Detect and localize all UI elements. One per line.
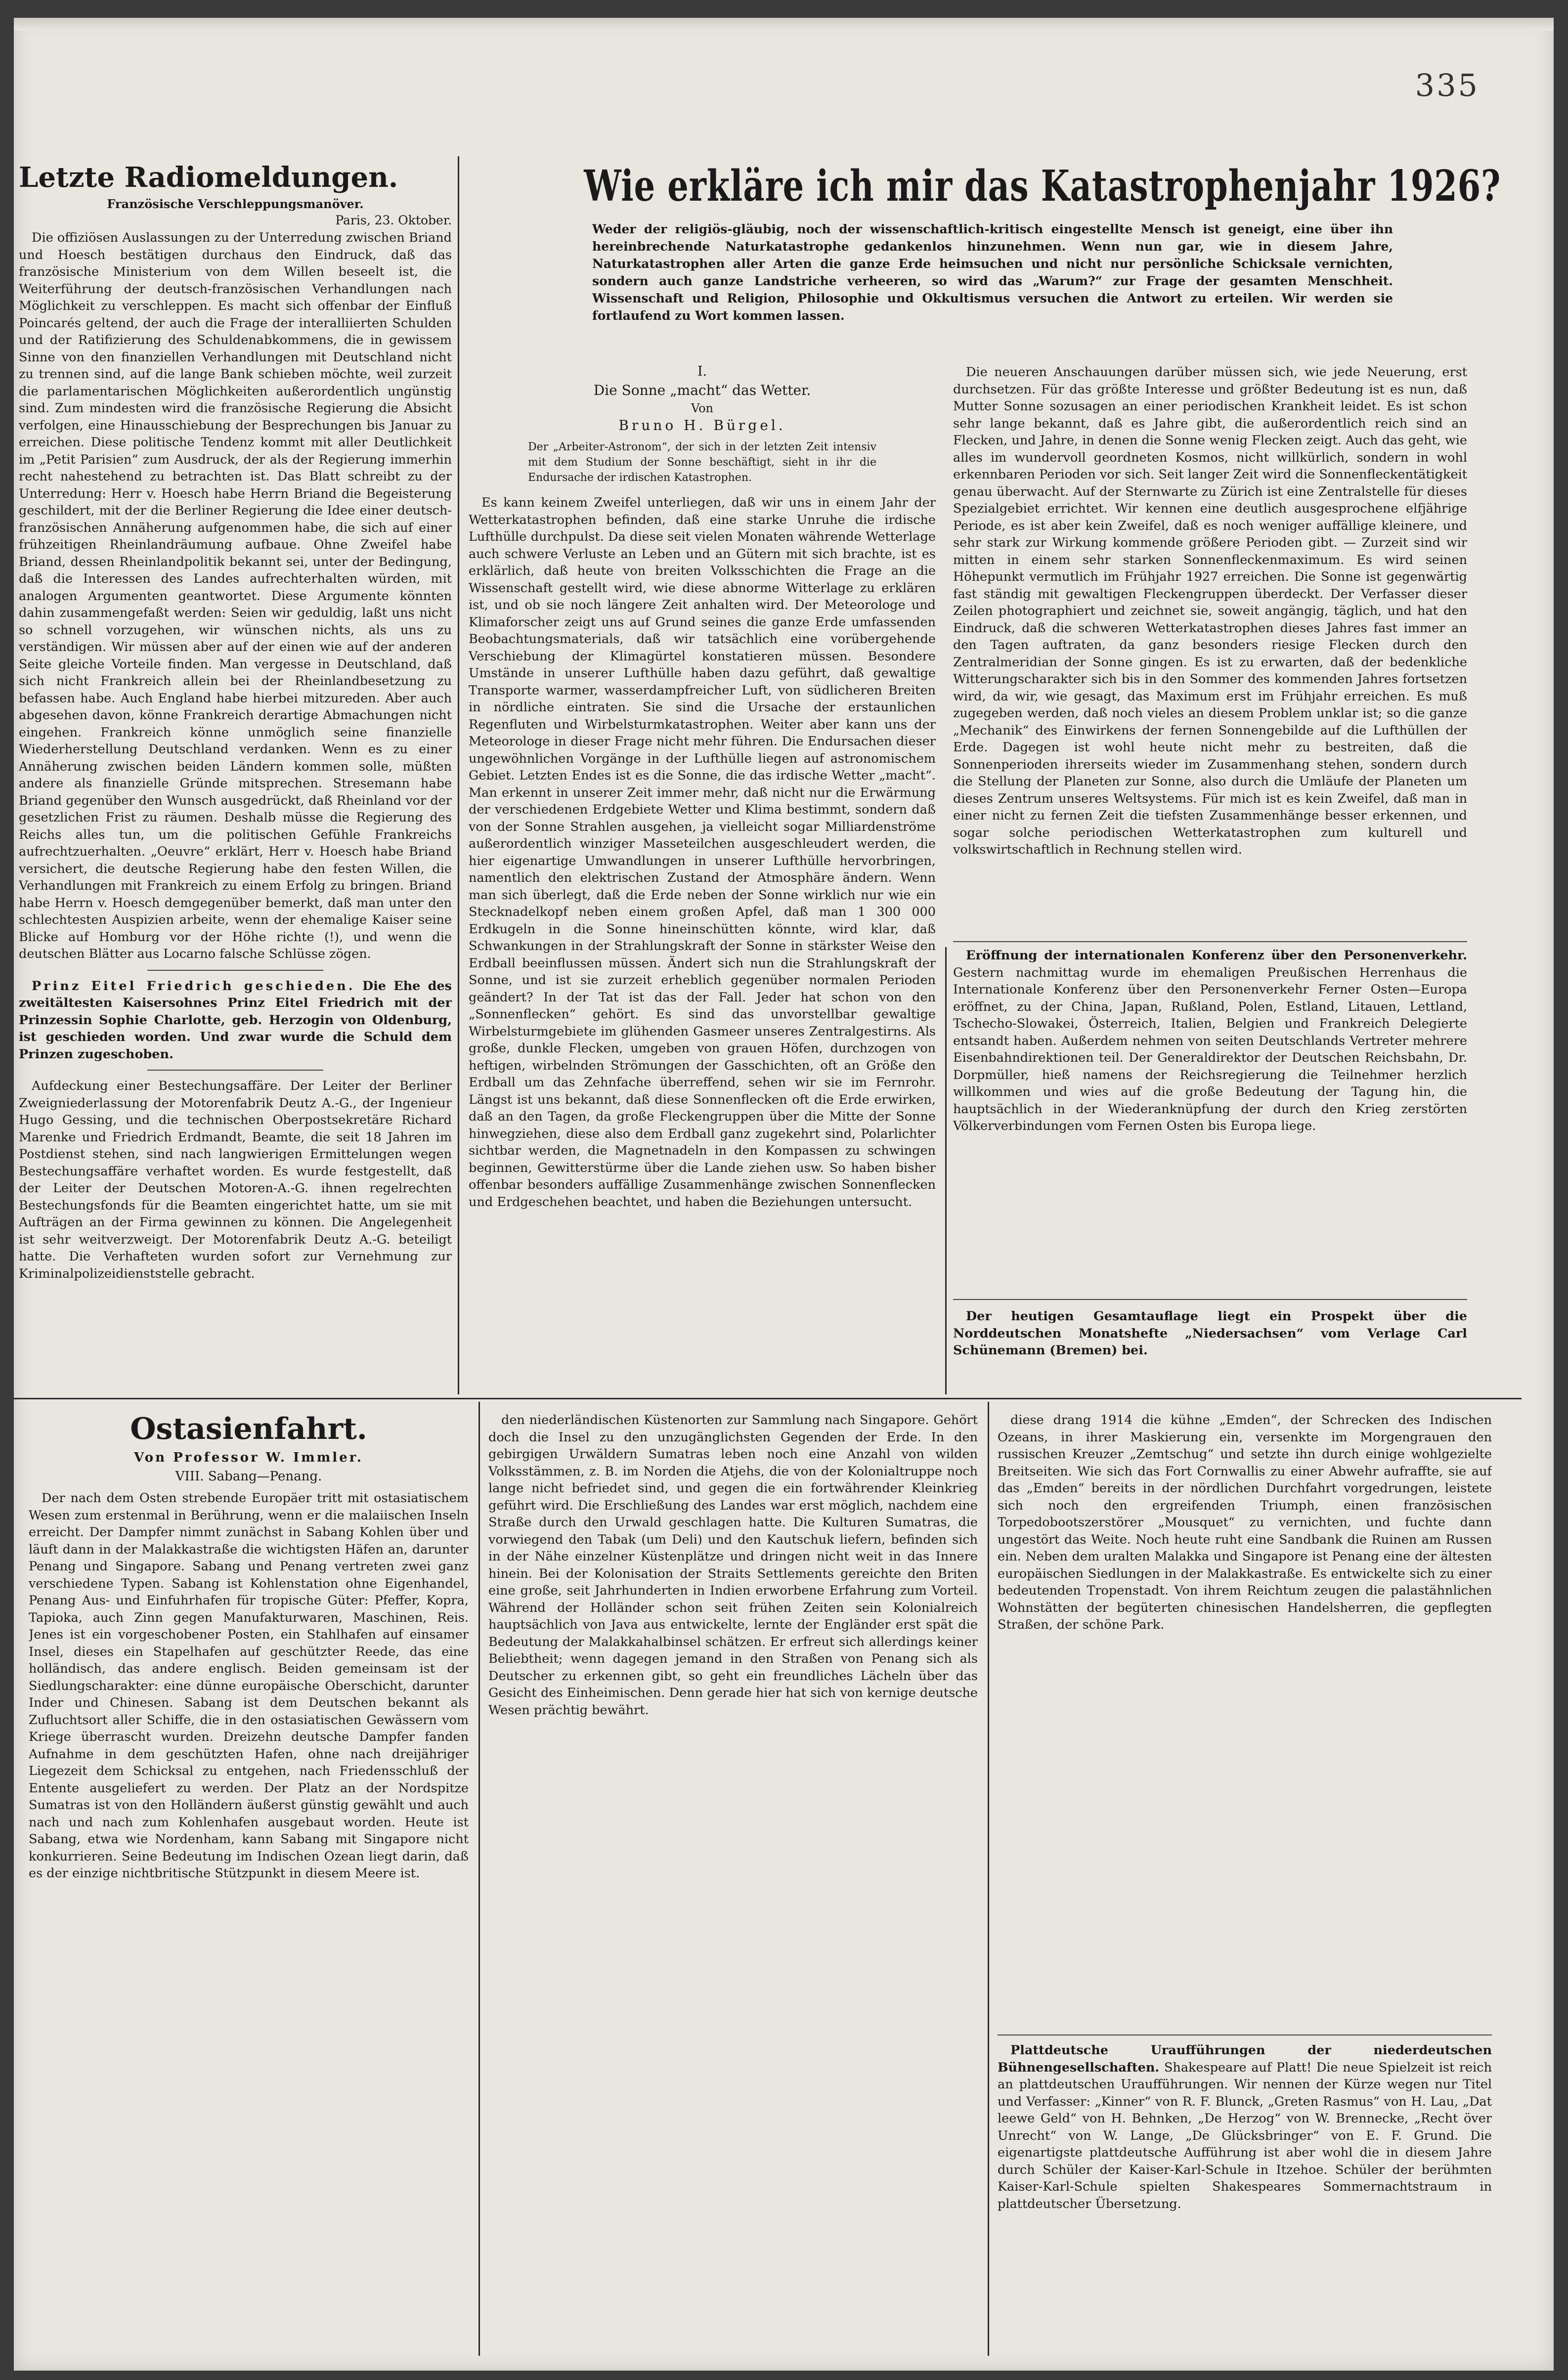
radio-article	[19, 229, 452, 963]
by-line: Von	[691, 401, 714, 415]
article-divider	[953, 1299, 1467, 1300]
radio-subhead: Französische Verschleppungsmanöver.	[107, 197, 364, 211]
author-note: Der „Arbeiter-Astronom“, der sich in der letzten Zeit intensiv mit dem Studium der Sonne beschäftigt, sieht in ihr die Endursache der irdischen Katastrophen.	[528, 441, 876, 484]
section-rule	[14, 1398, 1522, 1399]
east-headline: Ostasienfahrt.	[130, 1412, 367, 1446]
radio-item-3	[19, 1078, 452, 1282]
column-rule	[479, 1402, 480, 2356]
main-column-2	[953, 364, 1467, 937]
conference-notice-title: Eröffnung der internationalen Konferenz über den Personenverkehr.	[966, 948, 1467, 963]
column-rule	[945, 947, 947, 1394]
article-divider	[953, 941, 1467, 942]
article-divider	[147, 1070, 323, 1071]
conference-notice	[953, 947, 1467, 1263]
radio-item-2-text: Die Ehe des zweitältesten Kaisersohnes Prinz Eitel Friedrich mit der Prinzessin Sophie Charlotte, geb. Herzogin von Oldenburg, ist geschieden worden. Und zwar wurde die Schuld dem Prinzen zugeschoben.	[19, 978, 452, 1062]
main-intro-text: Weder der religiös-gläubig, noch der wissenschaftlich-kritisch eingestellte Mensch ist geneigt, eine über ihn hereinbrechende Naturkatastrophe gedankenlos hinzunehmen. Wenn nun gar, wie in diesem Jahre, Naturkatastrophen aller Arten die ganze Erde heimsuchen und nicht nur persönliche Schicksale vernichten, sondern auch ganze Landstriche verheeren, so wird das „Warum?“ zur Frage der gesamten Menschheit. Wissenschaft und Religion, Philosophie und Okkultismus versuchen die Antwort zu erteilen. Wir werden sie fortlaufend zu Wort kommen lassen.	[592, 222, 1393, 323]
plattdeutsch-notice-text: Shakespeare auf Platt! Die neue Spielzeit ist reich an plattdeutschen Uraufführungen. Wir nennen der Kürze wegen nur Titel und Verfasser: „Kinner“ von R. F. Blunck, „Greten Rasmus“ von H. Lau, „Dat leewe Geld“ von H. Behnken, „De Herzog“ von W. Brennecke, „Recht över Unrecht“ von W. Lange, „De Glücksbringer“ von E. F. Grund. Die eigenartigste plattdeutsche Aufführung ist aber wohl die in diesem Jahre durch Schüler der Kaiser-Karl-Schule in Itzehoe. Schüler der berühmten Kaiser-Karl-Schule spielten Shakespeares Sommernachtstraum in plattdeutscher Übersetzung.	[998, 2060, 1492, 2211]
supplement-notice-text: Der heutigen Gesamtauflage liegt ein Prospekt über die Norddeutschen Monatshefte „Niedersachsen“ vom Verlage Carl Schünemann (Bremen) bei.	[953, 1309, 1467, 1358]
article-subtitle: Die Sonne „macht“ das Wetter.	[593, 382, 811, 398]
part-number: I.	[697, 364, 707, 379]
main-article-part-1	[469, 494, 936, 1211]
radio-headline: Letzte Radiomeldungen.	[19, 161, 398, 194]
article-divider	[147, 970, 323, 971]
east-author: Von Professor W. Immler.	[134, 1450, 363, 1465]
main-article-part-2	[953, 364, 1467, 859]
radio-item-3-text: Aufdeckung einer Bestechungsaffäre. Der Leiter der Berliner Zweigniederlassung der Motorenfabrik Deutz A.-G., der Ingenieur Hugo Gessing, und die technischen Oberpostsekretäre Richard Marenke und Friedrich Erdmandt, Beamte, die seit 18 Jahren im Postdienst stehen, sind nach langwierigen Ermittelungen wegen Bestechungsaffäre verhaftet worden. Es wurde festgestellt, daß der Leiter der Deutschen Motoren-A.-G. ihnen regelrechten Bestechungsfonds für die Beamten eingerichtet hatte, um sie mit Aufträgen an der Firma gewinnen zu können. Die Angelegenheit ist sehr weitverzweigt. Der Motorenfabrik Deutz A.-G. beteiligt hatte. Die Verhafteten wurden sofort zur Vernehmung zur Kriminalpolizeidienststelle gebracht.	[19, 1079, 452, 1281]
supplement-notice	[953, 1308, 1467, 1372]
east-article-text-3: diese drang 1914 die kühne „Emden“, der Schrecken des Indischen Ozeans, in ihrer Maskierung ein, versenkte im Morgengrauen den russischen Kreuzer „Zemtschug“ und setzte ihn durch einige wohlgezielte Breitseiten. Wie sich das Fort Cornwallis zu einer Abwehr aufraffte, sie auf das „Emden“ bereits in der nördlichen Durchfahrt vorgedrungen, leistete sich noch den ergreifenden Triumph, einen französischen Torpedobootszerstörer „Mousquet“ zu vernichten, und fuchte dann ungestört das Weite. Noch heute ruht eine Sandbank die Ruinen am Russen ein. Neben dem uralten Malakka und Singapore ist Penang eine der ältesten europäischen Siedlungen in der Malakkastraße. Es entwickelte sich zu einer bedeutenden Tropenstadt. Von ihrem Reichtum zeugen die palastähnlichen Wohnstätten der begüterten chinesischen Handelsherren, die gepflegten Straßen, der schöne Park.	[998, 1413, 1492, 1632]
conference-notice-text: Gestern nachmittag wurde im ehemaligen Preußischen Herrenhaus die Internationale Konferenz über den Personenverkehr Ferner Osten—Europa eröffnet, zu der China, Japan, Rußland, Polen, Estland, Litauen, Lettland, Tschecho-Slowakei, Österreich, Italien, Belgien und Frankreich Delegierte entsandt haben. Außerdem nehmen von seiten Deutschlands Vertreter mehrere Eisenbahndirektionen teil. Der Generaldirektor der Deutschen Reichsbahn, Dr. Dorpmüller, hieß namens der Reichsregierung die Teilnehmer herzlich willkommen und wies auf die große Bedeutung der Tagung hin, die hauptsächlich in der Wiederanknüpfung der durch den Krieg zerstörten Völkerverbindungen vom Fernen Osten bis Europa liege.	[953, 965, 1467, 1133]
radio-item-2	[19, 978, 452, 1063]
radio-dateline: Paris, 23. Oktober.	[335, 213, 452, 227]
radio-item-2-title: Prinz Eitel Friedrich geschieden.	[32, 978, 355, 994]
main-article-text-2: Die neueren Anschauungen darüber müssen sich, wie jede Neuerung, erst durchsetzen. Für das größte Interesse und größter Bedeutung ist es nun, daß Mutter Sonne sozusagen an einer periodischen Krankheit leidet. Es ist schon sehr lange bekannt, daß es Jahre gibt, die außerordentlich reich sind an Flecken, und Jahre, in denen die Sonne wenig Flecken zeigt. Auch das geht, wie alles im wundervoll geordneten Kosmos, nicht willkürlich, sondern in wohl erkennbaren Perioden vor sich. Seit langer Zeit wird die Sonnenfleckentätigkeit genau überwacht. Auf der Sternwarte zu Zürich ist eine Zentralstelle für dieses Spezialgebiet errichtet. Wir kennen eine deutlich ausgesprochene elfjährige Periode, es ist aber kein Zweifel, daß es noch weniger auffällige kleinere, und sehr stark zur Wirkung kommende größere Perioden gibt. — Zurzeit sind wir mitten in einem sehr starken Sonnenfleckenmaximum. Es wird seinen Höhepunkt vermutlich im Frühjahr 1927 erreichen. Die Sonne ist gegenwärtig fast ständig mit gewaltigen Fleckengruppen überdeckt. Der Verfasser dieser Zeilen photographiert und zeichnet sie, soweit angängig, täglich, und hat den Eindruck, daß die schweren Wetterkatastrophen dieses Jahres fast immer an den Tagen auftraten, da ganz besonders riesige Flecken durch den Zentralmeridian der Sonne gingen. Es ist zu erwarten, daß der bedenkliche Witterungscharakter sich bis in den Sommer des kommenden Jahres fortsetzen wird, da wir, wie gesagt, das Maximum erst im Frühjahr erreichen. Es muß zugegeben werden, daß noch vieles an diesem Problem unklar ist; so die ganze „Mechanik“ des Einwirkens der fernen Sonnengebilde auf die Lufthüllen der Erde. Dagegen ist wohl heute nicht mehr zu bestreiten, daß die Sonnenperioden ihrerseits wieder im Zusammenhang stehen, sondern durch die Stellung der Planeten zur Sonne, also durch die Umläufe der Planeten um dieses Zentrum unseres Weltsystems. Für mich ist es kein Zweifel, daß man in einer nicht zu fernen Zeit die tiefsten Zusammenhänge besser erkennen, und sogar solche periodischen Wetterkatastrophen zum kulturell und volkswirtschaftlich in Rechnung stellen wird.	[953, 365, 1467, 857]
radio-article-text: Die offiziösen Auslassungen zu der Unterredung zwischen Briand und Hoesch bestätigen durchaus den Eindruck, daß das französische Ministerium von dem Willen beseelt ist, die Weiterführung der deutsch-französischen Verhandlungen nach Möglichkeit zu verschleppen. Es macht sich offenbar der Einfluß Poincarés geltend, der auch die Frage der interalliierten Schulden und der Ratifizierung des Schuldenabkommens, die in gewissem Sinne von den finanziellen Verhandlungen mit Deutschland nicht zu trennen sind, auf die lange Bank schieben möchte, weil zurzeit die parlamentarischen Möglichkeiten außerordentlich ungünstig sind. Zum mindesten wird die französische Regierung die Absicht verfolgen, eine Hinausschiebung der Besprechungen bis Januar zu erreichen. Diese politische Tendenz kommt mit aller Deutlichkeit im „Petit Parisien“ zum Ausdruck, der als der Regierung immerhin recht nahestehend zu betrachten ist. Das Blatt schreibt zu der Unterredung: Herr v. Hoesch habe Herrn Briand die Begeisterung geschildert, mit der die Berliner Regierung die Idee einer deutsch-französischen Annäherung aufgenommen habe, die sich auf einer frühzeitigen Rheinlandräumung aufbaue. Ohne Zweifel habe Briand, dessen Rheinlandpolitik bekannt sei, unter der Bedingung, daß die Interessen des Landes aufrechterhalten würden, mit analogen Argumenten geantwortet. Diese Argumente könnten dahin zusammengefaßt werden: Seien wir geduldig, laßt uns nicht so schnell vorzugehen, wir wünschen nichts, als uns zu verständigen. Wir müssen aber auf der einen wie auf der anderen Seite gleiche Vorteile finden. Man vergesse in Deutschland, daß sich nicht Frankreich allein bei der Rheinlandbesetzung zu befassen habe. Auch England habe hierbei mitzureden. Aber auch abgesehen davon, könne Frankreich derartige Abmachungen nicht eingehen. Frankreich könne unmöglich seine finanzielle Wiederherstellung Deutschland verdanken. Wenn es zu einer Annäherung zwischen beiden Ländern kommen solle, müßten andere als finanzielle Gründe mitsprechen. Stresemann habe Briand gegenüber den Wunsch ausgedrückt, daß Rheinland vor der gesetzlichen Frist zu räumen. Deshalb müsse die Regierung des Reichs alles tun, um die politischen Gefühle Frankreichs aufrechtzuerhalten. „Oeuvre“ erklärt, Herr v. Hoesch habe Briand versichert, die deutsche Regierung habe den festen Willen, die Verhandlungen mit Frankreich zu einem Erfolg zu bringen. Briand habe Herrn v. Hoesch demgegenüber bemerkt, daß man unter den schlechtesten Auspizien arbeite, wenn der ehemalige Kaiser seine Blicke auf Homburg vor der Höhe richte (!), und wenn die deutschen Blätter aus Locarno falsche Schlüsse zögen.	[19, 230, 452, 961]
plattdeutsch-notice	[998, 2042, 1492, 2348]
plattdeutsch-notice-title: Plattdeutsche Uraufführungen der niederdeutschen Bühnengesellschaften.	[998, 2043, 1492, 2075]
east-article-text-1: Der nach dem Osten strebende Europäer tritt mit ostasiatischem Wesen zum erstenmal in Berührung, wenn er die malaiischen Inseln erreicht. Der Dampfer nimmt zunächst in Sabang Kohlen über und läuft dann in der Malakkastraße die wichtigsten Häfen an, darunter Penang und Singapore. Sabang und Penang vertreten zwei ganz verschiedene Typen. Sabang ist Kohlenstation ohne Eigenhandel, Penang Aus- und Einfuhrhafen für tropische Güter: Pfeffer, Kopra, Tapioka, auch Zinn gegen Manufakturwaren, Maschinen, Reis. Jenes ist ein vorgeschobener Posten, ein Stahlhafen auf einsamer Insel, dieses ein Stapelhafen auf geschützter Reede, das eine holländisch, das andere englisch. Beiden gemeinsam ist der Siedlungscharakter: eine dünne europäische Oberschicht, darunter Inder und Chinesen. Sabang ist dem Deutschen bekannt als Zufluchtsort aller Schiffe, die in den ostasiatischen Gewässern vom Kriege überrascht wurden. Dreizehn deutsche Dampfer fanden Aufnahme in dem geschützten Hafen, ohne nach dreijähriger Liegezeit dem Schicksal zu entgehen, nach Friedensschluß der Entente ausgeliefert zu werden. Der Platz an der Nordspitze Sumatras ist von den Holländern äußerst günstig gewählt und auch nach und nach zum Kohlenhafen ausgebaut worden. Heute ist Sabang, etwa wie Nordenham, kann Sabang mit Singapore nicht konkurrieren. Seine Bedeutung im Indischen Ozean liegt darin, daß es der einzige nichtbritische Stützpunkt in diesem Meere ist.	[29, 1491, 469, 1881]
page-number: 335	[1415, 67, 1480, 103]
page-top-edge	[14, 18, 1554, 31]
newspaper-page	[14, 18, 1554, 2371]
east-article-text-2: den niederländischen Küstenorten zur Sammlung nach Singapore. Gehört doch die Insel zu den unzugänglichsten Gegenden der Erde. In den gebirgigen Urwäldern Sumatras leben noch eine Anzahl von wilden Volksstämmen, z. B. im Norden die Atjehs, die von der Kolonialtruppe noch lange nicht befriedet sind, und gegen die ein fortwährender Kleinkrieg geführt wird. Die Erschließung des Landes war erst möglich, nachdem eine Straße durch den Urwald geschlagen hatte. Die Kulturen Sumatras, die vorwiegend den Tabak (um Deli) und den Kautschuk liefern, befinden sich in der Nähe einzelner Küstenplätze und dringen nicht weit in das Innere hinein. Bei der Kolonisation der Straits Settlements gereichte den Briten eine große, seit Jahrhunderten in Indien erworbene Erfahrung zum Vorteil. Während der Holländer schon seit frühen Zeiten sein Kolonialreich hauptsächlich von Java aus entwickelte, lernte der Engländer erst spät die Bedeutung der Malakkahalbinsel schätzen. Er erfreut sich allerdings keiner Beliebtheit; wenn dagegen jemand in den Straßen von Penang sich als Deutscher zu erkennen gibt, so geht ein freundliches Lächeln über das Gesicht des Einheimischen. Denn gerade hier hat sich von kernige deutsche Wesen prächtig bewährt.	[488, 1413, 978, 1718]
main-headline: Wie erkläre ich mir das Katastrophenjahr 1926?	[584, 161, 1501, 211]
author-name: Bruno H. Bürgel.	[618, 417, 786, 433]
main-intro	[592, 220, 1393, 369]
column-rule	[988, 1402, 989, 2356]
column-rule	[458, 156, 459, 1394]
article-divider	[998, 2034, 1492, 2035]
main-column-1	[469, 364, 936, 1394]
east-column-2	[488, 1412, 978, 2356]
east-column-1	[29, 1412, 469, 2356]
main-article-text-1: Es kann keinem Zweifel unterliegen, daß wir uns in einem Jahr der Wetterkatastrophen befinden, daß eine starke Unruhe die irdische Lufthülle durchpulst. Da diese seit vielen Monaten währende Wetterlage auch schwere Verluste an Leben und an Gütern mit sich brachte, ist es erklärlich, daß heute von breiten Volksschichten die Frage an die Wissenschaft gestellt wird, wie diese abnorme Witterlage zu erklären ist, und ob sie noch längere Zeit anhalten wird. Der Meteorologe und Klimaforscher zeigt uns auf Grund seines die ganze Erde umfassenden Beobachtungsmaterials, daß wir tatsächlich eine vorübergehende Verschiebung der Klimagürtel konstatieren müssen. Besondere Umstände in unserer Lufthülle haben dazu geführt, daß gewaltige Transporte warmer, wasserdampfreicher Luft, von südlicheren Breiten in nördliche eintraten. Sie sind die Ursache der erstaunlichen Regenfluten und Wirbelsturmkatastrophen. Weiter aber kann uns der Meteorologe in dieser Frage nicht mehr führen. Die Endursachen dieser ungewöhnlichen Vorgänge in der Lufthülle liegen auf astronomischem Gebiet. Letzten Endes ist es die Sonne, die das irdische Wetter „macht“. Man erkennt in unserer Zeit immer mehr, daß nicht nur die Erwärmung der verschiedenen Erdgebiete Wetter und Klima bestimmt, sondern daß von der Sonne Strahlen ausgehen, ja vielleicht sogar Milliardenströme außerordentlich winziger Masseteilchen ausgeschleudert werden, die hier eigenartige Umwandlungen in unserer Lufthülle hervorbringen, namentlich den elektrischen Zustand der Atmosphäre ändern. Wenn man sich überlegt, daß die Erde neben der Sonne wirklich nur wie ein Stecknadelkopf neben einem großen Apfel, daß man 1 300 000 Erdkugeln in die Sonne hineinschütten könnte, wird klar, daß Schwankungen in der Strahlungskraft der Sonne in stärkster Weise den Erdball beeinflussen müssen. Ändert sich nun die Strahlungskraft der Sonne, und ist sie zurzeit erheblich gegenüber normalen Perioden geändert? In der Tat ist das der Fall. Jeder hat schon von den „Sonnenflecken“ gehört. Es sind das unvorstellbar gewaltige Wirbelsturmgebiete im glühenden Gasmeer unseres Zentralgestirns. Als große, dunkle Flecken, umgeben von grauen Höfen, durchzogen von heftigen, wirbelnden Strömungen der Gasschichten, oft an Größe den Erdball um das Zehnfache überreffend, sehen wir sie im Fernrohr. Längst ist uns bekannt, daß diese Sonnenflecken oft die Erde erwirken, daß an den Tagen, da große Fleckengruppen über die Mitte der Sonne hinwegziehen, diese also dem Erdball ganz zugekehrt sind, Polarlichter sichtbar werden, die Magnetnadeln in den Kompassen zu schwingen beginnen, Gewitterstürme über die Lande ziehen usw. So haben bisher offenbar besonders auffällige Zusammenhänge zwischen Sonnenflecken und Erdgeschehen beachtet, und haben die Beziehungen untersucht.	[469, 495, 936, 1210]
radio-column	[19, 161, 452, 1394]
main-headline-block	[474, 161, 1501, 216]
east-part: VIII. Sabang—Penang.	[175, 1469, 322, 1484]
east-column-3	[998, 1412, 1492, 2025]
